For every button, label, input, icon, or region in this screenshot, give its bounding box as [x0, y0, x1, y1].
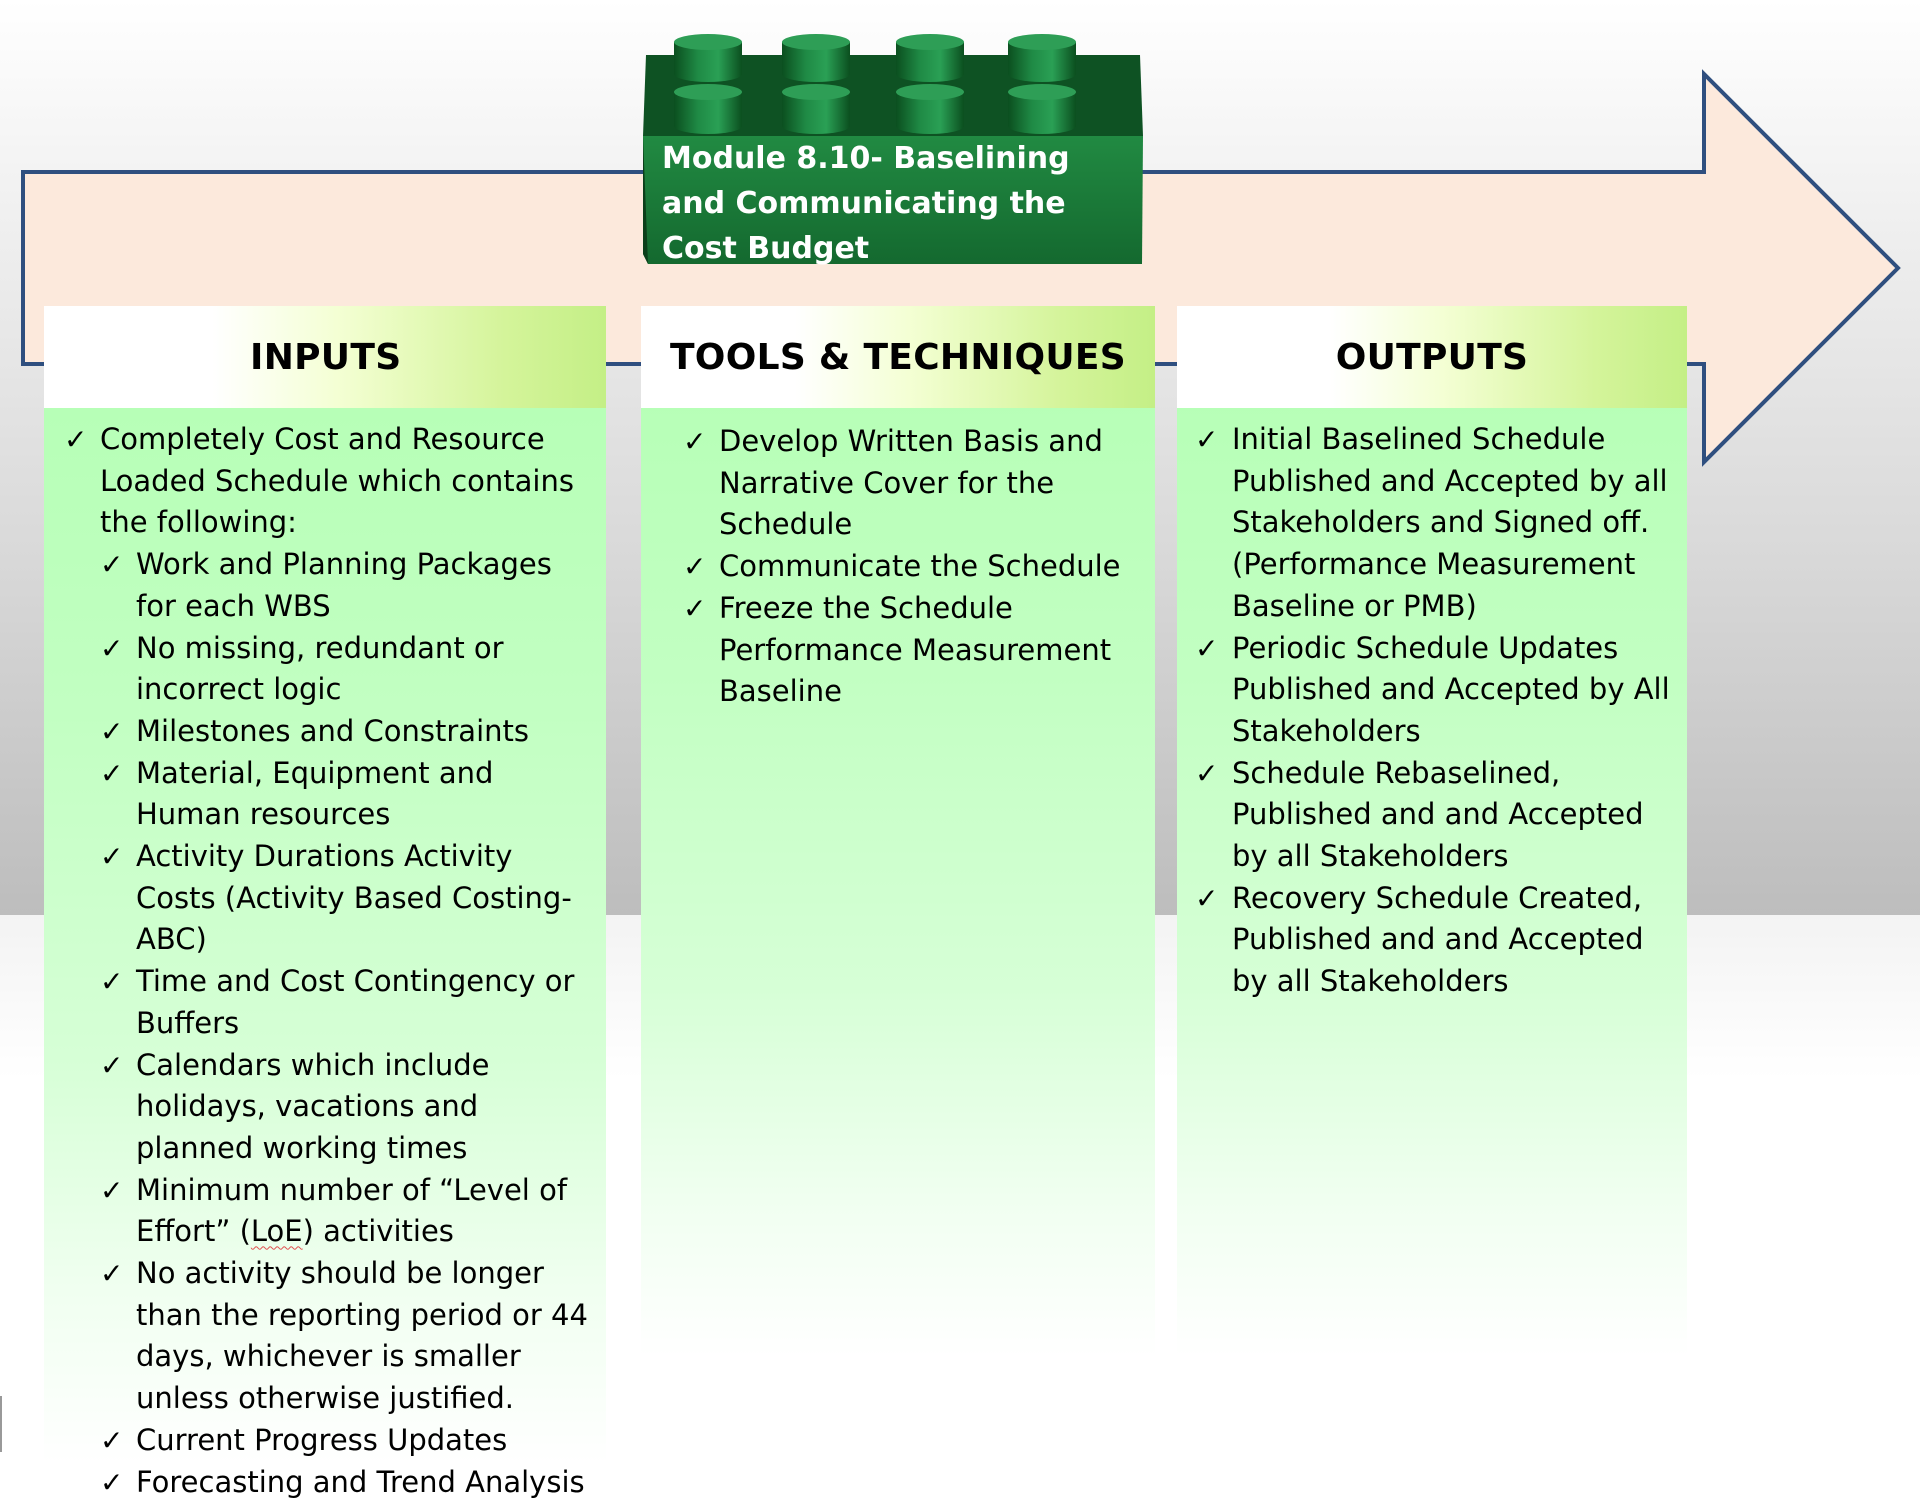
list-item-text: Milestones and Constraints: [136, 713, 529, 748]
list-item-text: Recovery Schedule Created, Published and and Accepted by all Stakeholders: [1232, 880, 1644, 999]
checkmark-icon: ✓: [100, 756, 124, 790]
brick-stud-top: [674, 84, 742, 100]
list-item: [1177, 878, 1687, 1003]
brick-stud-top: [1008, 84, 1076, 100]
brick-stud-top: [782, 84, 850, 100]
checkmark-icon: ✓: [100, 1423, 124, 1457]
list-item: [641, 546, 1149, 588]
checkmark-icon: ✓: [683, 550, 707, 584]
list-item: [641, 421, 1149, 546]
left-edge-divider: [0, 1396, 2, 1452]
list-item-text: Periodic Schedule Updates Published and Accepted by All Stakeholders: [1232, 630, 1670, 748]
checkmark-icon: ✓: [100, 840, 124, 874]
checkmark-icon: ✓: [100, 1173, 124, 1207]
list-item: [44, 1253, 596, 1420]
outputs-list: [1177, 419, 1687, 1003]
checkmark-icon: ✓: [1195, 881, 1219, 915]
checkmark-icon: ✓: [1195, 631, 1219, 665]
outputs-column: [1177, 306, 1687, 1356]
checkmark-icon: ✓: [100, 1048, 124, 1082]
list-item-text: Schedule Rebaselined, Published and and Accepted by all Stakeholders: [1232, 755, 1644, 874]
list-item-text: No missing, redundant or incorrect logic: [136, 630, 504, 707]
list-item-text: Current Progress Updates: [136, 1422, 508, 1457]
list-item-text: Time and Cost Contingency or Buffers: [136, 964, 575, 1040]
tools-header: TOOLS & TECHNIQUES: [641, 306, 1155, 408]
brick-stud-top: [1008, 34, 1076, 50]
checkmark-icon: ✓: [64, 423, 88, 456]
tools-list: [641, 421, 1155, 713]
list-item: [44, 419, 596, 544]
brick-stud-top: [896, 34, 964, 50]
inputs-column: [44, 306, 606, 1499]
module-title: Module 8.10- Baselining and Communicating the Cost Budget: [662, 141, 1070, 266]
inputs-list: [44, 419, 606, 1503]
list-item: [44, 1420, 596, 1462]
tools-column: [641, 306, 1155, 1356]
list-item: [44, 961, 596, 1044]
list-item-text: Calendars which include holidays, vacations and planned working times: [136, 1047, 490, 1165]
brick-stud-top: [896, 84, 964, 100]
list-item-text: Minimum number of “Level of Effort” (LoE) activities: [136, 1172, 568, 1249]
brick-stud-top: [782, 34, 850, 50]
checkmark-icon: ✓: [100, 548, 124, 582]
list-item: [44, 1170, 596, 1253]
checkmark-icon: ✓: [683, 425, 707, 458]
brick-stud-top: [674, 34, 742, 50]
checkmark-icon: ✓: [1195, 423, 1219, 456]
list-item: [44, 711, 596, 753]
list-item: [641, 588, 1149, 713]
list-item-text: Develop Written Basis and Narrative Cover for the Schedule: [719, 424, 1103, 542]
list-item: [1177, 753, 1687, 878]
list-item: [44, 544, 596, 627]
list-item-text: Work and Planning Packages for each WBS: [136, 547, 552, 623]
list-item: [1177, 628, 1687, 753]
list-item: [1177, 419, 1687, 628]
checkmark-icon: ✓: [100, 1465, 124, 1499]
checkmark-icon: ✓: [100, 1257, 124, 1291]
list-item-text: Material, Equipment and Human resources: [136, 755, 494, 832]
list-item: [44, 1462, 596, 1503]
list-item: [44, 628, 596, 711]
checkmark-icon: ✓: [1195, 756, 1219, 790]
checkmark-icon: ✓: [683, 591, 707, 625]
inputs-header: INPUTS: [44, 306, 606, 408]
list-item: [44, 836, 596, 961]
list-item-text: Communicate the Schedule: [719, 549, 1121, 584]
list-item-text: Completely Cost and Resource Loaded Schedule which contains the following:: [100, 422, 574, 540]
list-item-text: Freeze the Schedule Performance Measurement Baseline: [719, 590, 1112, 709]
list-item: [44, 753, 596, 836]
list-item-text: Forecasting and Trend Analysis: [136, 1464, 585, 1499]
checkmark-icon: ✓: [100, 965, 124, 999]
list-item-text: Activity Durations Activity Costs (Activity Based Costing- ABC): [136, 839, 572, 957]
checkmark-icon: ✓: [100, 714, 124, 748]
list-item-text: No activity should be longer than the reporting period or 44 days, whichever is smaller unless otherwise justified.: [136, 1256, 588, 1416]
checkmark-icon: ✓: [100, 631, 124, 665]
list-item: [44, 1045, 596, 1170]
list-item-text: Initial Baselined Schedule Published and Accepted by all Stakeholders and Signed off. (Performance Measurement Baseline or PMB): [1232, 422, 1668, 623]
outputs-header: OUTPUTS: [1177, 306, 1687, 408]
